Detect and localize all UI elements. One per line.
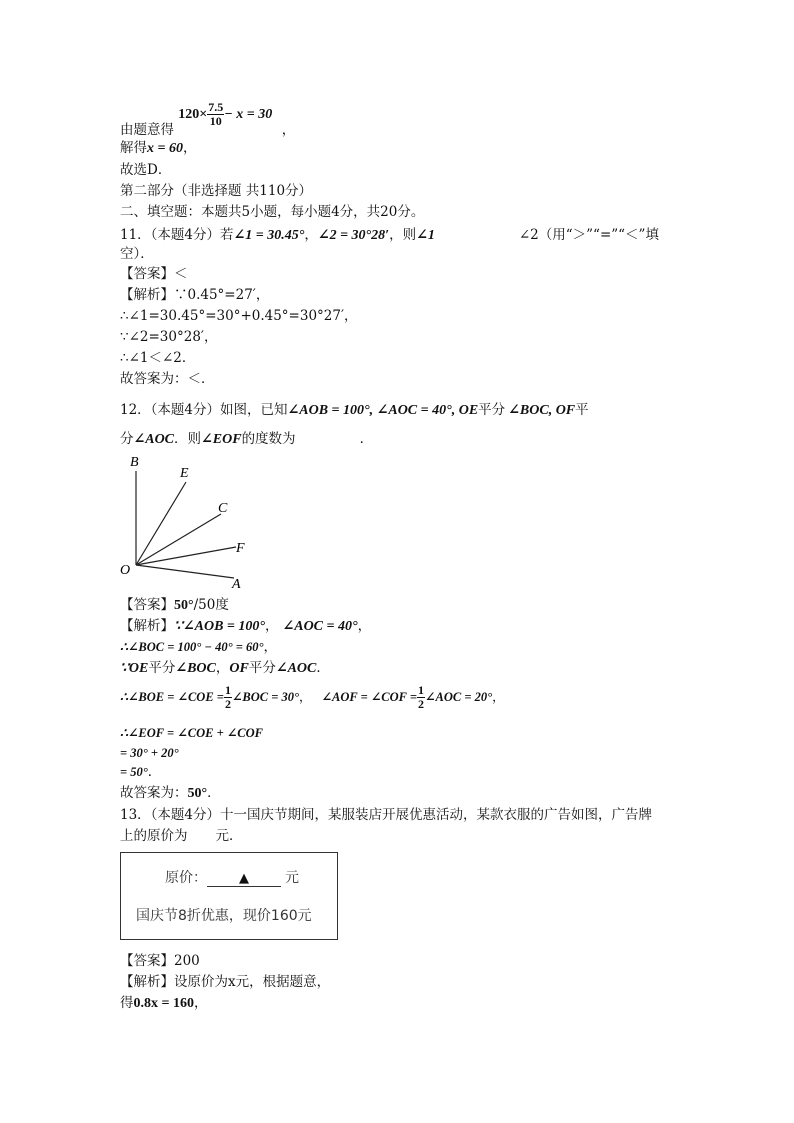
q12-solution-4: [120, 684, 505, 711]
fraction: [224, 684, 232, 711]
q11-stem: [120, 226, 659, 245]
math: ∠AOC = 40°: [282, 619, 358, 634]
text: 的度数为: [241, 431, 296, 447]
q11-solution-3: ∵∠2=30°28′，: [120, 329, 218, 345]
math: 50°: [187, 786, 208, 801]
text: /50度: [193, 597, 229, 613]
q13-solution-2: [120, 994, 207, 1013]
q11-answer: 【答案】＜: [120, 266, 188, 282]
ray-oe: [136, 482, 186, 565]
text: ，: [265, 618, 279, 634]
math: ∠AOC = 20°: [425, 690, 493, 704]
text: ．则: [174, 431, 202, 447]
text: ，: [281, 121, 296, 138]
text: 12．（本题4分）如图，已知: [120, 402, 288, 418]
q12-answer: [120, 596, 229, 615]
text: 解得: [120, 140, 147, 156]
q12-solution-5: [120, 724, 263, 742]
math: ∠AOF = ∠COF =: [321, 690, 418, 704]
text: ，: [263, 639, 277, 655]
q12-stem-cont: [120, 430, 373, 449]
text: ．: [207, 785, 221, 801]
q12-stem: [120, 401, 589, 420]
text: ，: [357, 618, 372, 634]
text: ，: [299, 689, 312, 704]
math: ∠1: [416, 228, 435, 243]
math: ∠EOF: [201, 432, 242, 447]
triangle-icon: ▲: [239, 871, 249, 886]
q12-solution-2: [120, 638, 277, 656]
text: 分: [120, 431, 134, 447]
q12-solution-8: [120, 784, 221, 803]
section-heading: 第二部分（非选择题 共110分）: [120, 183, 313, 199]
math: ∠BOC = 30°: [231, 690, 299, 704]
label-a: A: [232, 577, 241, 592]
text: 得: [120, 995, 134, 1011]
q11-solution-5: 故答案为：＜．: [120, 371, 215, 387]
q12-solution-6: [120, 744, 179, 762]
solution-line-2: [120, 139, 196, 158]
ad-board: [120, 852, 338, 940]
math: ∠AOC: [275, 661, 317, 676]
ad-blank: [207, 870, 281, 887]
q13-stem-cont: [120, 827, 243, 845]
math: ∴∠BOC = 100° − 40° = 60°: [120, 640, 264, 654]
numerator: 1: [418, 683, 425, 697]
solution-line-1: [120, 100, 296, 138]
math: OF: [229, 661, 249, 676]
label-o: O: [120, 563, 131, 578]
q11-solution-2: ∴∠1=30.45°=30°+0.45°=30°27′，: [120, 308, 358, 324]
math: 120×: [178, 106, 208, 122]
q12-solution-1: [120, 617, 371, 636]
text: 由题意得: [120, 121, 174, 138]
ray-oa: [136, 565, 234, 578]
math: ∴∠BOE = ∠COE =: [120, 690, 224, 704]
text: 平: [575, 402, 589, 418]
text: ，: [215, 660, 230, 676]
math: ∠2: [518, 227, 539, 243]
text: 元．: [215, 828, 243, 844]
equation: [178, 100, 275, 128]
section-instructions: 二、填空题：本题共5小题，每小题4分，共20分。: [120, 204, 425, 220]
text: ，则: [389, 227, 417, 243]
text: 上的原价为: [120, 828, 188, 844]
math: ∵OE: [120, 661, 149, 676]
label-c: C: [218, 501, 228, 516]
text: ．: [316, 660, 330, 676]
text: 平分: [248, 660, 276, 676]
q12-solution-3: [120, 659, 330, 678]
text: 【答案】: [120, 597, 174, 613]
math: ∠2 = 30°28′: [317, 228, 390, 243]
math: ∠BOC: [175, 661, 216, 676]
text: ，: [182, 140, 197, 156]
q11-solution-4: ∴∠1＜∠2．: [120, 350, 196, 366]
text: 平分: [148, 660, 176, 676]
text: 平分: [478, 402, 506, 418]
q13-answer: 【答案】200: [120, 953, 200, 969]
angle-figure: [115, 452, 265, 592]
math: ∠AOB = 100°, ∠AOC = 40°, OE: [287, 403, 479, 418]
text: 故答案为：: [120, 785, 188, 801]
denominator: 2: [224, 697, 231, 711]
q11-stem-cont: 空）．: [120, 246, 154, 262]
math: = 50°: [120, 765, 148, 779]
text: （用“＞”“=”“＜”填: [538, 227, 659, 243]
math: ∴∠EOF = ∠COE + ∠COF: [120, 726, 263, 740]
text: ．: [359, 431, 374, 447]
fraction: [207, 101, 224, 128]
ad-label: 原价：: [165, 870, 207, 886]
text: 11．（本题4分）若: [120, 227, 234, 243]
math: ∠BOC, OF: [508, 403, 576, 418]
text: 【解析】: [120, 618, 174, 634]
denominator: 10: [209, 114, 222, 128]
fraction: [417, 684, 425, 711]
label-b: B: [130, 455, 139, 470]
ad-unit: 元: [285, 870, 299, 886]
text: ，: [304, 227, 318, 243]
math: = 30° + 20°: [120, 746, 179, 760]
text: ．: [147, 764, 162, 780]
math: ∠AOC: [133, 432, 175, 447]
label-f: F: [236, 541, 245, 556]
math: x = 60: [147, 141, 183, 156]
label-e: E: [180, 466, 189, 481]
math: ∵∠AOB = 100°: [174, 619, 265, 634]
text: ，: [492, 689, 505, 704]
denominator: 2: [418, 697, 425, 711]
math: − x = 30: [224, 106, 273, 122]
ad-promo: 国庆节8折优惠，现价160元: [136, 908, 312, 924]
q11-solution-1: 【解析】∵0.45°=27′，: [120, 287, 270, 303]
q12-solution-7: [120, 763, 161, 781]
numerator: 1: [224, 683, 231, 697]
ad-price-row: [165, 867, 299, 887]
numerator: 7.5: [208, 100, 224, 114]
text: ，: [193, 995, 208, 1011]
math: 50°: [174, 598, 194, 613]
math: 0.8x = 160: [133, 996, 194, 1011]
q13-stem: 13．（本题4分）十一国庆节期间，某服装店开展优惠活动，某款衣服的广告如图，广告牌: [120, 807, 653, 823]
solution-line-3: 故选D．: [120, 162, 172, 178]
math: ∠1 = 30.45°: [233, 228, 305, 243]
q13-solution-1: 【解析】设原价为x元，根据题意，: [120, 974, 331, 990]
